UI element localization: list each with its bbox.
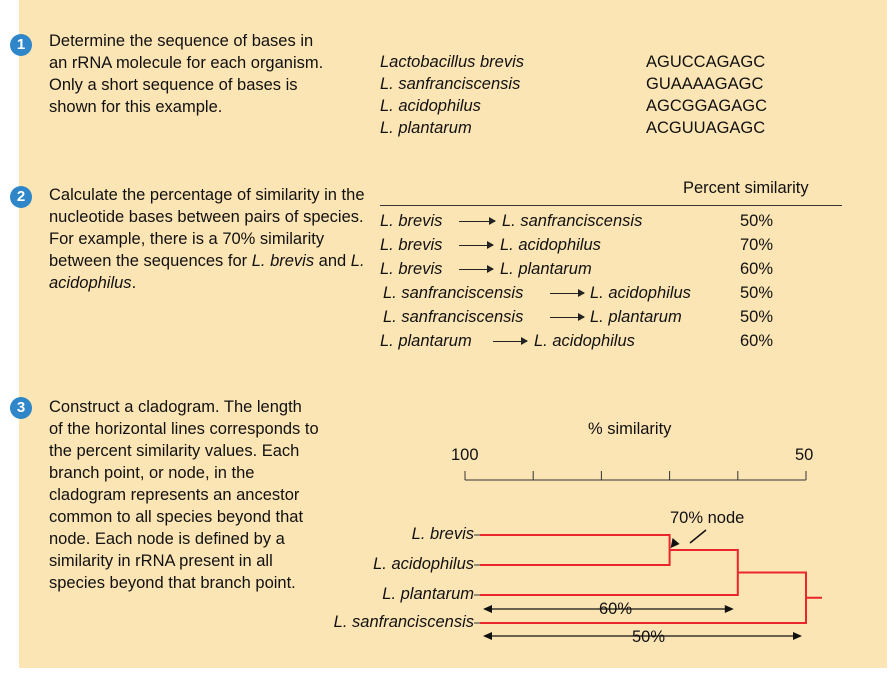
step-1-badge: 1 xyxy=(10,34,32,56)
span-60-arrow-right-head xyxy=(725,605,734,613)
pair-value: 50% xyxy=(740,284,774,302)
pair-to: L. acidophilus xyxy=(534,332,635,350)
scale-min-label: 100 xyxy=(451,446,479,464)
node-callout-arrowhead xyxy=(671,538,680,548)
pair-to: L. sanfranciscensis xyxy=(502,212,643,230)
step-3-badge: 3 xyxy=(10,397,32,419)
pair-to: L. plantarum xyxy=(590,308,682,326)
taxon-label: L. plantarum xyxy=(382,585,474,603)
sequence-organism: Lactobacillus brevis xyxy=(380,53,524,71)
step-2-badge: 2 xyxy=(10,186,32,208)
taxon-label: L. sanfranciscensis xyxy=(333,613,474,631)
pair-from: L. brevis xyxy=(380,236,443,254)
sequence-bases: AGUCCAGAGC xyxy=(646,53,766,71)
node-60-branch xyxy=(480,550,738,595)
pair-to: L. plantarum xyxy=(500,260,592,278)
pair-to: L. acidophilus xyxy=(590,284,691,302)
scale-title: % similarity xyxy=(588,420,672,438)
pair-from: L. plantarum xyxy=(380,332,472,350)
pair-from: L. sanfranciscensis xyxy=(383,308,524,326)
taxon-label: L. brevis xyxy=(411,525,474,543)
span-60-arrow-left-head xyxy=(483,605,492,613)
node-50-branch xyxy=(480,573,806,624)
step-2-text: Calculate the percentage of similarity in the nucleotide bases between pairs of species. For example, there is a 70% similarity between the sequences for L. brevis and L. acidophilus. xyxy=(49,186,365,292)
pair-to: L. acidophilus xyxy=(500,236,601,254)
pair-from: L. brevis xyxy=(380,260,443,278)
pair-value: 60% xyxy=(740,260,774,278)
span-50-arrow-left-head xyxy=(483,632,492,640)
similarity-table-header: Percent similarity xyxy=(683,179,809,197)
pair-value: 60% xyxy=(740,332,774,350)
pair-from: L. sanfranciscensis xyxy=(383,284,524,302)
sequence-bases: ACGUUAGAGC xyxy=(646,119,766,137)
node-callout-label: 70% node xyxy=(670,509,745,527)
sequence-organism: L. sanfranciscensis xyxy=(380,75,521,93)
scale-max-label: 50 xyxy=(795,446,814,464)
span-50-arrow-right-head xyxy=(793,632,802,640)
sequence-organism: L. plantarum xyxy=(380,119,472,137)
node-70-branch xyxy=(480,535,670,565)
sequence-bases: GUAAAAGAGC xyxy=(646,75,764,93)
pair-value: 50% xyxy=(740,212,774,230)
pair-value: 70% xyxy=(740,236,774,254)
span-50-label: 50% xyxy=(632,628,666,646)
sequence-bases: AGCGGAGAGC xyxy=(646,97,768,115)
node-callout-arrow xyxy=(690,530,706,543)
span-60-label: 60% xyxy=(599,600,633,618)
pair-value: 50% xyxy=(740,308,774,326)
pair-from: L. brevis xyxy=(380,212,443,230)
sequence-organism: L. acidophilus xyxy=(380,97,481,115)
step-3-text: Construct a cladogram. The length of the horizontal lines corresponds to the percent similarity values. Each branch point, or node, in the cladogram represents an ancestor common to all species beyond that node. Each node is defined by a similarity in rRNA present in all species beyond that branch point. xyxy=(49,398,319,592)
step-1-text: Determine the sequence of bases in an rRNA molecule for each organism. Only a short sequence of bases is shown for this example. xyxy=(49,32,324,116)
taxon-label: L. acidophilus xyxy=(373,555,474,573)
